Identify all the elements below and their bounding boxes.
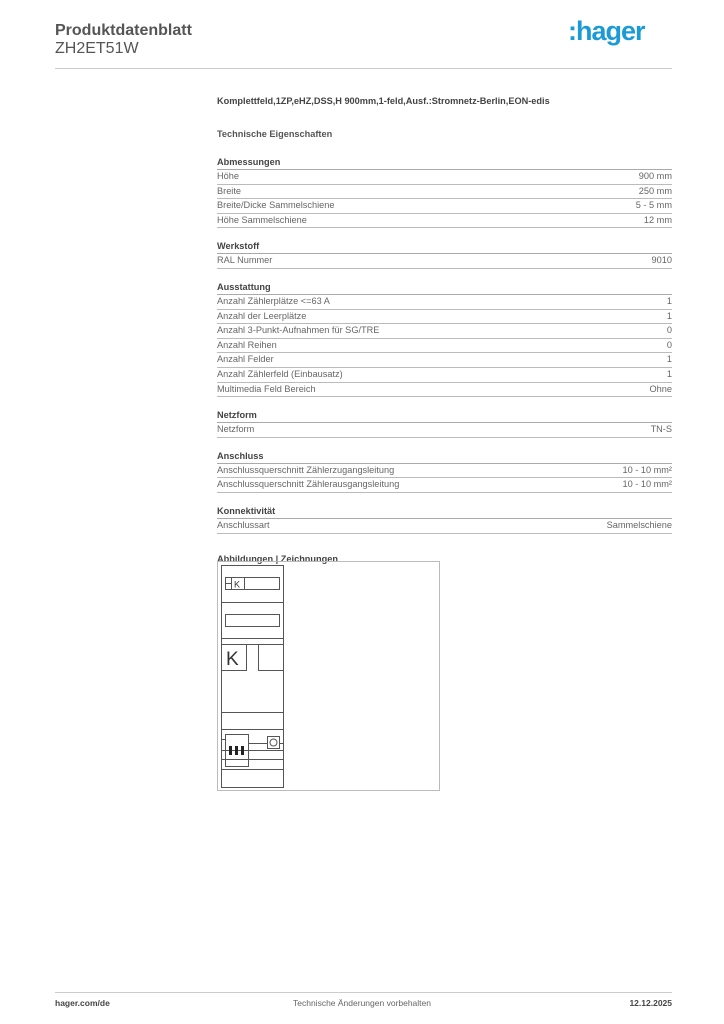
- spec-value: 10 - 10 mm²: [622, 464, 672, 475]
- hager-logo: :hager: [568, 16, 645, 46]
- spec-row: [217, 295, 672, 310]
- article-number: ZH2ET51W: [55, 40, 139, 57]
- spec-row: [217, 185, 672, 200]
- spec-row: [217, 368, 672, 383]
- spec-sections: [217, 155, 672, 534]
- spec-label: Anzahl Zählerfeld (Einbausatz): [217, 368, 343, 379]
- section-heading: Werkstoff: [217, 239, 672, 254]
- spec-value: 1: [666, 354, 672, 365]
- spec-row: [217, 519, 672, 534]
- tech-heading: Technische Eigenschaften: [217, 129, 333, 139]
- spec-row: [217, 478, 672, 493]
- spec-label: Anschlussart: [217, 519, 270, 530]
- spec-label: Netzform: [217, 424, 255, 435]
- footer-website[interactable]: hager.com/de: [55, 998, 110, 1008]
- small-k-label: K: [234, 579, 241, 590]
- product-description: Komplettfeld,1ZP,eHZ,DSS,H 900mm,1-feld,Ausf.:Stromnetz-Berlin,EON-edis: [217, 96, 550, 106]
- spec-label: Anzahl Felder: [217, 354, 274, 365]
- document-title: Produktdatenblatt: [55, 22, 192, 39]
- spec-value: 900 mm: [638, 171, 672, 181]
- spec-value: 0: [666, 325, 672, 336]
- spec-row: [217, 423, 672, 438]
- spec-value: 0: [666, 339, 672, 350]
- spec-row: [217, 214, 672, 229]
- drawings-heading: Abbildungen | Zeichnungen: [217, 553, 338, 564]
- section-heading: Abmessungen: [217, 155, 672, 170]
- spec-value: Sammelschiene: [606, 519, 672, 530]
- spec-row: [217, 353, 672, 368]
- spec-value: 9010: [651, 255, 672, 266]
- spec-label: RAL Nummer: [217, 255, 273, 266]
- spec-row: [217, 170, 672, 185]
- spec-label: Anzahl Zählerplätze <=63 A: [217, 295, 330, 306]
- spec-row: [217, 383, 672, 398]
- spec-row: [217, 310, 672, 325]
- spec-value: 1: [666, 368, 672, 379]
- spec-label: Breite/Dicke Sammelschiene: [217, 200, 335, 211]
- spec-row: [217, 339, 672, 354]
- spec-label: Anschlussquerschnitt Zählerausgangsleitung: [217, 479, 400, 490]
- spec-value: 250 mm: [638, 185, 672, 196]
- spec-label: Höhe Sammelschiene: [217, 214, 307, 225]
- section-heading: Netzform: [217, 408, 672, 423]
- spec-value: Ohne: [649, 383, 672, 394]
- spec-label: Anzahl Reihen: [217, 339, 277, 350]
- section-heading: Konnektivität: [217, 504, 672, 519]
- header-divider: [55, 68, 672, 69]
- footer-note: Technische Änderungen vorbehalten: [293, 998, 431, 1008]
- footer-divider: [55, 992, 672, 993]
- spec-label: Anschlussquerschnitt Zählerzugangsleitung: [217, 464, 395, 475]
- section-heading: Ausstattung: [217, 280, 672, 295]
- spec-row: [217, 324, 672, 339]
- spec-value: 1: [666, 310, 672, 321]
- spec-label: Anzahl 3-Punkt-Aufnahmen für SG/TRE: [217, 325, 380, 336]
- footer-date: 12.12.2025: [629, 998, 672, 1008]
- spec-row: [217, 199, 672, 214]
- spec-value: 10 - 10 mm²: [622, 479, 672, 490]
- big-k-label: K: [226, 649, 239, 670]
- spec-label: Breite: [217, 185, 242, 196]
- spec-label: Multimedia Feld Bereich: [217, 383, 316, 394]
- content: [217, 96, 672, 568]
- spec-row: [217, 464, 672, 479]
- spec-value: TN-S: [650, 424, 672, 435]
- spec-value: 12 mm: [643, 214, 672, 225]
- spec-label: Anzahl der Leerplätze: [217, 310, 307, 321]
- spec-label: Höhe: [217, 171, 239, 181]
- section-heading: Anschluss: [217, 449, 672, 464]
- spec-value: 1: [666, 295, 672, 306]
- technical-drawing: [217, 561, 441, 793]
- spec-row: [217, 254, 672, 269]
- spec-value: 5 - 5 mm: [635, 200, 672, 211]
